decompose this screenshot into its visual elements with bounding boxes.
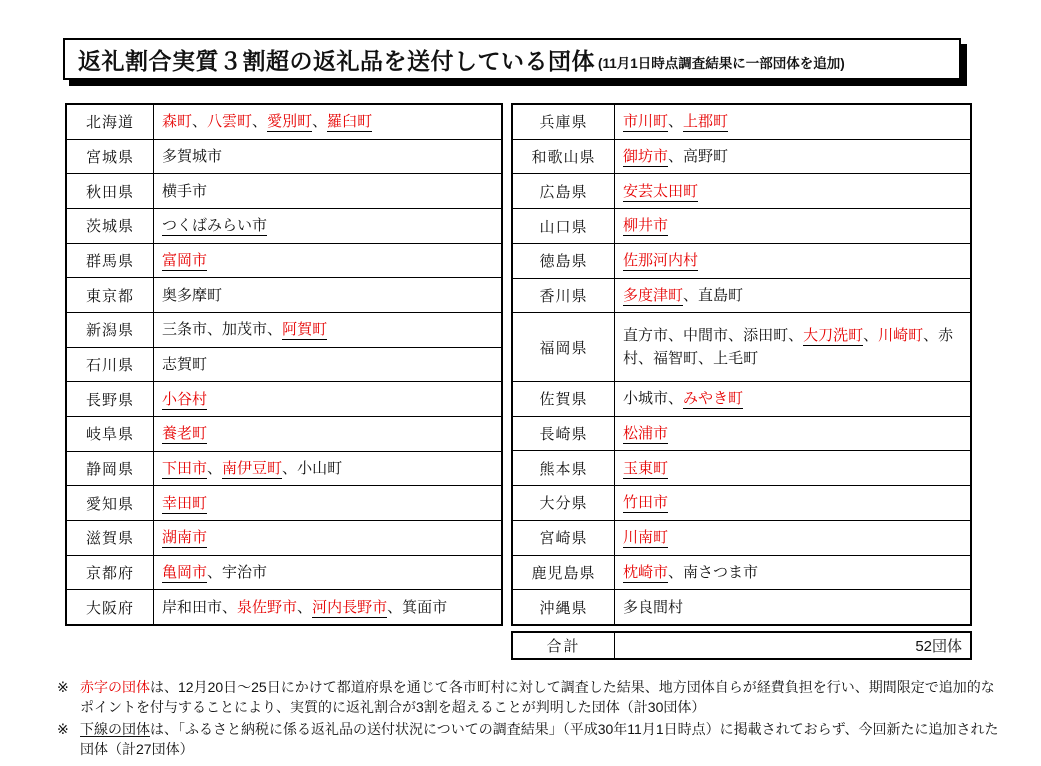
municipality-name: 亀岡市: [162, 563, 208, 581]
municipality-name: 奥多摩町: [162, 286, 223, 304]
municipality-name: みやき町: [683, 390, 744, 408]
table-row: [67, 485, 501, 520]
prefecture-cell: 徳島県: [513, 244, 615, 278]
municipality-name: 八雲町: [207, 113, 253, 131]
table-row: [67, 589, 501, 624]
table-row: [513, 208, 970, 243]
separator: 、: [683, 286, 699, 304]
title-box: [63, 38, 961, 80]
separator: 、: [668, 563, 684, 581]
table-row: [67, 451, 501, 486]
municipality-name: 森町: [162, 113, 193, 131]
municipality-name: 上郡町: [683, 113, 729, 131]
municipality-name: 上毛町: [713, 350, 759, 368]
municipality-name: 三条市: [162, 321, 208, 339]
municipality-name: 志賀町: [162, 355, 208, 373]
prefecture-cell: 大分県: [513, 486, 615, 520]
table-row: [67, 208, 501, 243]
municipality-name: 下田市: [162, 459, 208, 477]
separator: 、: [698, 350, 714, 368]
separator: 、: [788, 326, 804, 344]
prefecture-cell: 北海道: [67, 105, 154, 139]
footnote-marker: ※: [57, 679, 69, 695]
table-row: [67, 555, 501, 590]
municipality-name: 阿賀町: [282, 321, 328, 339]
table-row: [513, 416, 970, 451]
separator: 、: [668, 113, 684, 131]
table-row: [67, 416, 501, 451]
table-row: [67, 243, 501, 278]
municipality-cell: [615, 313, 970, 380]
prefecture-cell: 秋田県: [67, 174, 154, 208]
separator: 、: [207, 321, 223, 339]
table-row: [513, 520, 970, 555]
prefecture-cell: 和歌山県: [513, 140, 615, 174]
separator: 、: [863, 326, 879, 344]
municipality-name: 幸田町: [162, 494, 208, 512]
municipality-name: 柳井市: [623, 217, 669, 235]
municipality-cell: [154, 244, 501, 278]
separator: 、: [728, 326, 744, 344]
municipality-table-left: [65, 103, 503, 626]
municipality-cell: [154, 278, 501, 312]
page-title-note: (11月1日時点調査結果に一部団体を追加): [598, 55, 845, 71]
footnote-text: [80, 719, 1005, 760]
table-row: [513, 278, 970, 313]
table-row: [67, 277, 501, 312]
municipality-cell: [615, 417, 970, 451]
table-row: [513, 312, 970, 380]
municipality-name: 多賀城市: [162, 147, 223, 165]
prefecture-cell: 東京都: [67, 278, 154, 312]
separator: 、: [267, 321, 283, 339]
prefecture-cell: 茨城県: [67, 209, 154, 243]
table-row: [67, 520, 501, 555]
separator: 、: [312, 113, 328, 131]
separator: 、: [282, 459, 298, 477]
municipality-cell: [154, 521, 501, 555]
municipality-name: 川南町: [623, 529, 669, 547]
prefecture-cell: 新潟県: [67, 313, 154, 347]
prefecture-cell: 大阪府: [67, 590, 154, 624]
separator: 、: [207, 459, 223, 477]
footnote-red-entities: [57, 677, 1005, 718]
municipality-name: 川崎町: [878, 326, 924, 344]
table-row: [513, 173, 970, 208]
municipality-name: 小谷村: [162, 390, 208, 408]
municipality-name: 箕面市: [402, 598, 448, 616]
table-row: [67, 312, 501, 347]
municipality-name: 養老町: [162, 425, 208, 443]
prefecture-cell: 京都府: [67, 556, 154, 590]
table-row: [67, 381, 501, 416]
municipality-cell: [615, 590, 970, 624]
municipality-name: 佐那河内村: [623, 252, 699, 270]
municipality-name: 南さつま市: [683, 563, 759, 581]
table-row: [513, 589, 970, 624]
municipality-name: 愛別町: [267, 113, 313, 131]
separator: 、: [192, 113, 208, 131]
total-value: 52団体: [915, 638, 962, 655]
prefecture-cell: 石川県: [67, 348, 154, 382]
municipality-name: 河内長野市: [312, 598, 388, 616]
separator: 、: [668, 390, 684, 408]
municipality-name: 赤村: [623, 326, 954, 368]
footnote-segment: 下線の団体: [80, 721, 150, 737]
separator: 、: [252, 113, 268, 131]
municipality-name: 安芸太田町: [623, 182, 699, 200]
municipality-cell: [615, 382, 970, 416]
municipality-name: 玉東町: [623, 459, 669, 477]
municipality-name: 小山町: [297, 459, 343, 477]
prefecture-cell: 宮城県: [67, 140, 154, 174]
separator: 、: [387, 598, 403, 616]
prefecture-cell: 佐賀県: [513, 382, 615, 416]
table-row: [513, 243, 970, 278]
municipality-cell: [154, 590, 501, 624]
footnote-segment: は、12月20日～25日にかけて都道府県を通じて各市町村に対して調査した結果、地方団体自らが経費負担を行い、期間限定で追加的なポイントを付与することにより、実質的に返礼割合が3割を超えることが判明した団体（計30団体）: [80, 679, 995, 716]
table-row: [513, 485, 970, 520]
footnote-marker: ※: [57, 721, 69, 737]
municipality-name: 枕崎市: [623, 563, 669, 581]
municipality-cell: [154, 486, 501, 520]
separator: 、: [638, 350, 654, 368]
municipality-cell: [154, 140, 501, 174]
municipality-name: 松浦市: [623, 424, 669, 442]
table-row: [67, 105, 501, 139]
footnote-segment: 赤字の団体: [80, 679, 150, 695]
prefecture-cell: 山口県: [513, 209, 615, 243]
table-row: [513, 139, 970, 174]
municipality-name: 加茂市: [222, 321, 268, 339]
municipality-name: 市川町: [623, 113, 669, 131]
table-row: [67, 173, 501, 208]
municipality-cell: [615, 521, 970, 555]
municipality-cell: [615, 279, 970, 313]
prefecture-cell: 香川県: [513, 279, 615, 313]
separator: 、: [297, 598, 313, 616]
municipality-cell: [154, 348, 501, 382]
municipality-name: 直島町: [698, 286, 744, 304]
prefecture-cell: 岐阜県: [67, 417, 154, 451]
total-label: 合計: [513, 633, 615, 658]
municipality-name: 高野町: [683, 147, 729, 165]
municipality-name: 小城市: [623, 390, 669, 408]
prefecture-cell: 愛知県: [67, 486, 154, 520]
prefecture-cell: 鹿児島県: [513, 556, 615, 590]
municipality-name: 南伊豆町: [222, 459, 283, 477]
municipality-cell: [154, 417, 501, 451]
municipality-name: 福智町: [653, 350, 699, 368]
municipality-cell: [615, 556, 970, 590]
municipality-cell: [615, 105, 970, 139]
municipality-cell: [154, 452, 501, 486]
municipality-cell: [154, 105, 501, 139]
municipality-name: 御坊市: [623, 147, 669, 165]
prefecture-cell: 沖縄県: [513, 590, 615, 624]
prefecture-cell: 滋賀県: [67, 521, 154, 555]
municipality-name: 湖南市: [162, 529, 208, 547]
municipality-name: 宇治市: [222, 563, 268, 581]
municipality-cell: [615, 451, 970, 485]
table-row: [67, 347, 501, 382]
separator: 、: [207, 563, 223, 581]
municipality-name: 富岡市: [162, 251, 208, 269]
municipality-name: 多度津町: [623, 286, 684, 304]
municipality-cell: [615, 244, 970, 278]
table-row: [513, 381, 970, 416]
prefecture-cell: 兵庫県: [513, 105, 615, 139]
municipality-cell: [615, 209, 970, 243]
footnote-underlined-entities: [57, 719, 1005, 760]
municipality-cell: [154, 313, 501, 347]
prefecture-cell: 長崎県: [513, 417, 615, 451]
separator: 、: [668, 147, 684, 165]
table-row: [67, 139, 501, 174]
municipality-name: 羅臼町: [327, 113, 373, 131]
prefecture-cell: 長野県: [67, 382, 154, 416]
municipality-name: 添田町: [743, 326, 789, 344]
municipality-name: 直方市: [623, 326, 669, 344]
footnote-text: [80, 677, 1005, 718]
prefecture-cell: 福岡県: [513, 313, 615, 380]
municipality-cell: [154, 556, 501, 590]
prefecture-cell: 群馬県: [67, 244, 154, 278]
municipality-name: つくばみらい市: [162, 217, 268, 235]
table-row: [513, 105, 970, 139]
prefecture-cell: 宮崎県: [513, 521, 615, 555]
prefecture-cell: 広島県: [513, 174, 615, 208]
municipality-name: 多良間村: [623, 598, 684, 616]
municipality-cell: [615, 140, 970, 174]
footnote-segment: は、「ふるさと納税に係る返礼品の送付状況についての調査結果」（平成30年11月1日時点）に掲載されておらず、今回新たに追加された団体（計27団体）: [80, 721, 999, 758]
total-row: [511, 631, 972, 660]
table-row: [513, 450, 970, 485]
municipality-cell: [615, 486, 970, 520]
prefecture-cell: 熊本県: [513, 451, 615, 485]
municipality-table-right: [511, 103, 972, 626]
municipality-cell: [154, 174, 501, 208]
municipality-name: 横手市: [162, 182, 208, 200]
municipality-name: 泉佐野市: [237, 598, 298, 616]
municipality-cell: [154, 209, 501, 243]
table-row: [513, 555, 970, 590]
prefecture-cell: 静岡県: [67, 452, 154, 486]
municipality-name: 岸和田市: [162, 598, 223, 616]
separator: 、: [923, 326, 939, 344]
municipality-cell: [615, 174, 970, 208]
municipality-name: 大刀洗町: [803, 326, 864, 344]
municipality-name: 竹田市: [623, 494, 669, 512]
separator: 、: [668, 326, 684, 344]
municipality-cell: [154, 382, 501, 416]
separator: 、: [222, 598, 238, 616]
municipality-name: 中間市: [683, 326, 729, 344]
page-title: 返礼割合実質３割超の返礼品を送付している団体: [78, 47, 595, 74]
